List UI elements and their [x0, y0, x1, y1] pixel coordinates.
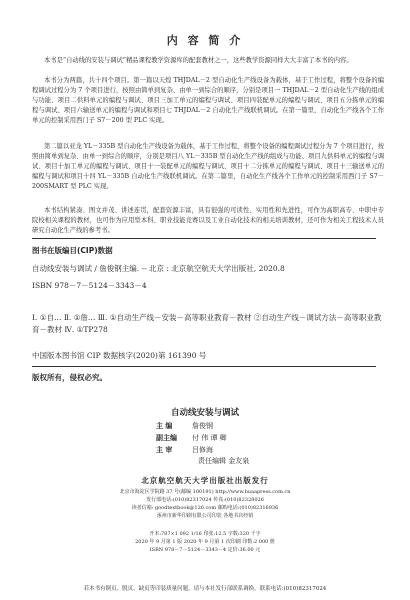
- role-label: 主 审: [156, 446, 173, 454]
- person-names: 吕修海: [192, 446, 213, 454]
- quality-notice: 若本书有倒页、脱页、缺页等印装质量问题，请与本社发行部联系调换。联系电话:(010)82317024: [83, 586, 327, 592]
- person-names: 付 伟 谭 卿: [192, 434, 227, 442]
- summary-title: 内 容 简 介: [166, 34, 244, 47]
- role-label: 主 编: [156, 422, 173, 430]
- chief-reviewer: [156, 445, 286, 455]
- printer-info: 涿州市新华印刷有限公司印装 各地书店经销: [156, 513, 254, 519]
- book-title: 自动线安装与调试: [170, 408, 239, 418]
- chief-editor: [156, 421, 286, 431]
- publisher-address: 北京市海淀区学院路 37 号(邮编 100191) http://www.buaapress.com.cn: [119, 489, 291, 495]
- summary-paragraph: 第二篇以亚龙 YL－335B 型自动化生产线设备为载体，基于工作过程，将整个设备的编程调试过程分为 7 个项目进行，按照由简单到复杂、由单一到综合的顺序，分别是项目八 YL－335B 型自动化生产线的组成与功能、项目九供料单元的编程与调试、项目十加工单元的编程与调试、项目十一装配单元的编程与调试、项目十二分拣单元的编程与调试、项目十三输送单元的编程与调试和项目十四 YL－335B 自动化生产线联机调试。在第二篇里，自动化生产线各个工作单元的控制采用西门子 S7－200SMART 型 PLC 实现。: [32, 143, 384, 190]
- price-specs: ISBN 978－7－5124－3343－4 定价:36.00 元: [149, 547, 261, 553]
- format-specs: 开本:787×1 092 1/16 印张:12.5 字数:320 千字: [149, 531, 261, 537]
- publisher-name: 北京航空航天大学出版社出版发行: [141, 476, 269, 485]
- publisher-phone: 发行部电话:(010)82317024 传真:(010)82328026: [146, 497, 264, 503]
- person-names: 詹俊钢: [192, 422, 213, 430]
- cip-heading: 图书在版编目(CIP)数据: [32, 246, 113, 255]
- cip-classification: Ⅰ. ①自… Ⅱ. ①詹… Ⅲ. ①自动生产线－安装－高等职业教育－教材 ②自动生产线－调试方法－高等职业教育－教材 Ⅳ. ①TP278: [32, 313, 382, 334]
- summary-paragraph: 本书结构紧凑、图文并茂、讲述连贯，配套资源丰富，具有很强的可读性、实用性和先进性，可作为高职高专、中职中专院校相关课程的教材，也可作为应用型本科、职业技能竞赛以及工业自动化技术的相关培训教材，还可作为相关工程技术人员研究自动化生产线的参考书。: [32, 207, 384, 234]
- publisher-email: 读者信箱: goodtextbook@126.com 邮购电话:(010)82316936: [131, 505, 279, 511]
- edition-specs: 2020 年 9 月第 1 版 2020 年 9 月第 1 次印刷 印数:2 000 册: [135, 539, 275, 545]
- divider-line: [32, 366, 376, 367]
- divider-line: [32, 238, 376, 239]
- cip-title-line: 自动线安装与调试 / 詹俊钢主编. -- 北京 : 北京航空航天大学出版社, 2020.8: [32, 264, 285, 273]
- summary-paragraph: 本书是“自动线的安装与调试”精品课程教学资源库的配套教材之一，这些教学资源同样大大丰富了本书的内容。: [44, 57, 353, 64]
- cip-record-number: 中国版本图书馆 CIP 数据核字(2020)第 161390 号: [32, 351, 207, 360]
- deputy-editors: [156, 433, 286, 443]
- copyright-notice: 版权所有，侵权必究。: [32, 373, 107, 382]
- cip-isbn: ISBN 978－7－5124－3343－4: [32, 281, 147, 290]
- responsible-editor: 责任编辑 金友泉: [198, 457, 250, 465]
- role-label: 副主编: [156, 434, 177, 442]
- summary-paragraph: 本书分为两篇，共十四个项目。第一篇以天煌 THJDAL－2 型自动化生产线设备为载体，基于工作过程，将整个设备的编程调试过程分为 7 个项目进行，按照由简单到复杂、由单一到综合的顺序，分别是项目一 THJDAL－2 型自动化生产线的组成与功能、项目二供料单元的编程与调试、项目三加工单元的编程与调试、项目四装配单元的编程与调试、项目五分拣单元的编程与调试、项目六输送单元的编程与调试和项目七 THJDAL－2 自动化生产线联机调试。在第一篇里，自动化生产线各个工作单元的控制采用西门子 S7－200 型 PLC 实现。: [32, 77, 384, 124]
